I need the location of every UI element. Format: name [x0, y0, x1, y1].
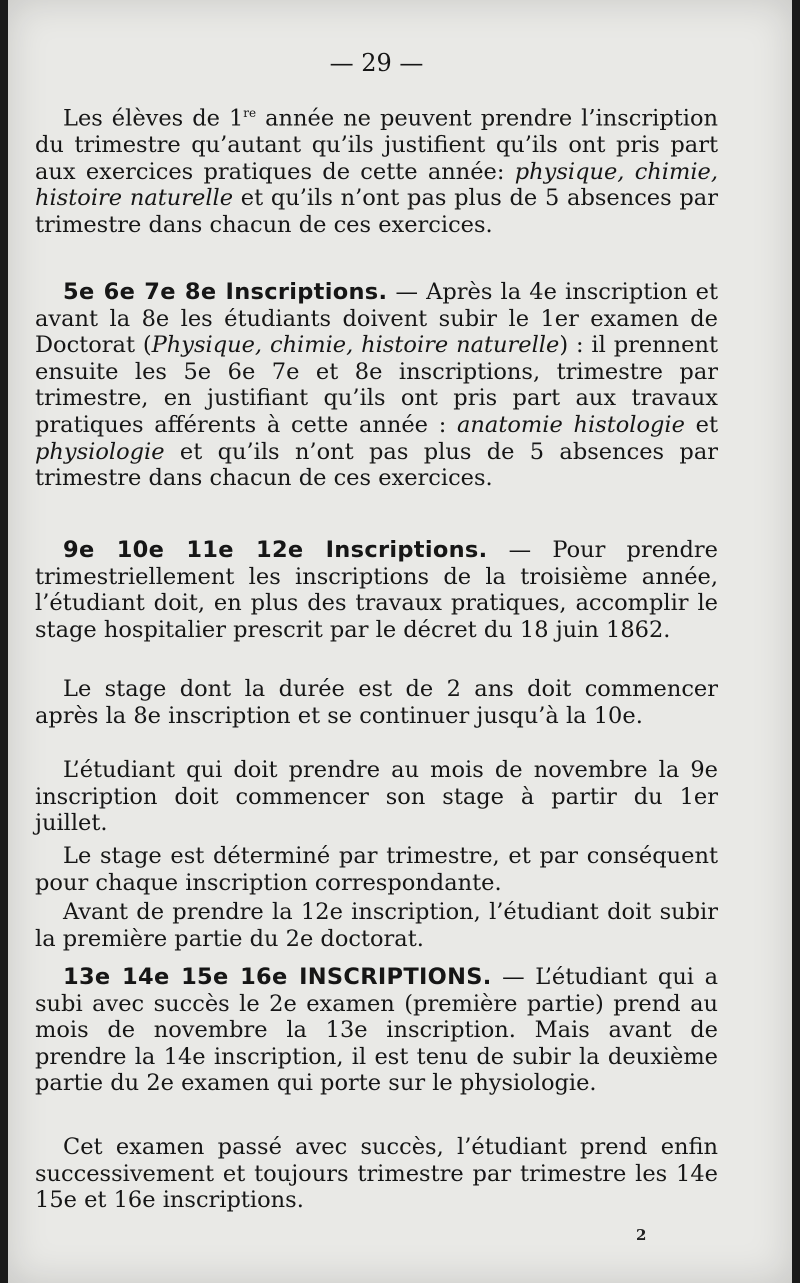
italic-run: Physique, chimie, histoire naturelle — [151, 332, 560, 359]
text-run: — Pour prendre trimestriellement les inscriptions de la troisième année, l’étudiant doit, en plus des travaux pratiques, accomplir le stage hospitalier prescrit par le décret du 18 juin 1862. — [35, 537, 718, 643]
signature-mark: 2 — [636, 1226, 647, 1244]
italic-run: physique, chimie, histoire naturelle — [35, 158, 718, 212]
text-run: ) : il prennent ensuite les 5e 6e 7e et 8e inscriptions, trimestre par trimestre, en justifiant qu’ils ont pris part aux travaux pratiques afférents à cette année : — [35, 332, 718, 438]
paragraph-stage-duration: Le stage dont la durée est de 2 ans doit commencer après la 8e inscription et se continuer jusqu’à la 10e. — [35, 676, 718, 729]
paragraph-inscriptions-13-16 — [35, 964, 718, 1097]
paragraph-inscriptions-9-12 — [35, 537, 718, 643]
paragraph-stage-trimester: Le stage est déterminé par trimestre, et par conséquent pour chaque inscription correspondante. — [35, 843, 718, 896]
text-run: — L’étudiant qui a subi avec succès le 2e examen (première partie) prend au mois de novembre la 13e inscription. Mais avant de prendre la 14e inscription, il est tenu de subir la deuxième partie du 2e examen qui porte sur le physiologie. — [35, 964, 718, 1097]
text-run: et — [684, 411, 718, 438]
paragraph-inscriptions-5-8 — [35, 279, 718, 492]
text-run: et qu’ils n’ont pas plus de 5 absences par trimestre dans chacun de ces exercices. — [35, 438, 718, 492]
text-run: année ne peuvent prendre l’inscription du trimestre qu’autant qu’ils justifient qu’ils ont pris part aux exercices pratiques de cette année: — [35, 105, 718, 185]
section-heading: 13e 14e 15e 16e INSCRIPTIONS. — [63, 964, 492, 990]
section-heading: 5e 6e 7e 8e Inscriptions. — [63, 279, 388, 305]
section-heading: 9e 10e 11e 12e Inscriptions. — [63, 537, 488, 563]
text-run: et qu’ils n’ont pas plus de 5 absences par trimestre dans chacun de ces exercices. — [35, 185, 718, 238]
text-run: Les élèves de 1 — [63, 105, 244, 132]
superscript: re — [243, 106, 257, 120]
italic-run: physiologie — [35, 438, 165, 465]
page-number: — 29 — — [329, 49, 424, 77]
book-page — [8, 0, 792, 1283]
paragraph-first-year — [35, 100, 718, 238]
italic-run: anatomie histologie — [457, 411, 685, 438]
paragraph-final: Cet examen passé avec succès, l’étudiant prend enfin successivement et toujours trimestre par trimestre les 14e 15e et 16e inscriptions. — [35, 1134, 718, 1214]
text-run: — Après la 4e inscription et avant la 8e les étudiants doivent subir le 1er examen de Doctorat ( — [35, 279, 718, 359]
paragraph-stage-start: L’étudiant qui doit prendre au mois de novembre la 9e inscription doit commencer son stage à partir du 1er juillet. — [35, 757, 718, 837]
paragraph-before-12: Avant de prendre la 12e inscription, l’étudiant doit subir la première partie du 2e doctorat. — [35, 899, 718, 952]
